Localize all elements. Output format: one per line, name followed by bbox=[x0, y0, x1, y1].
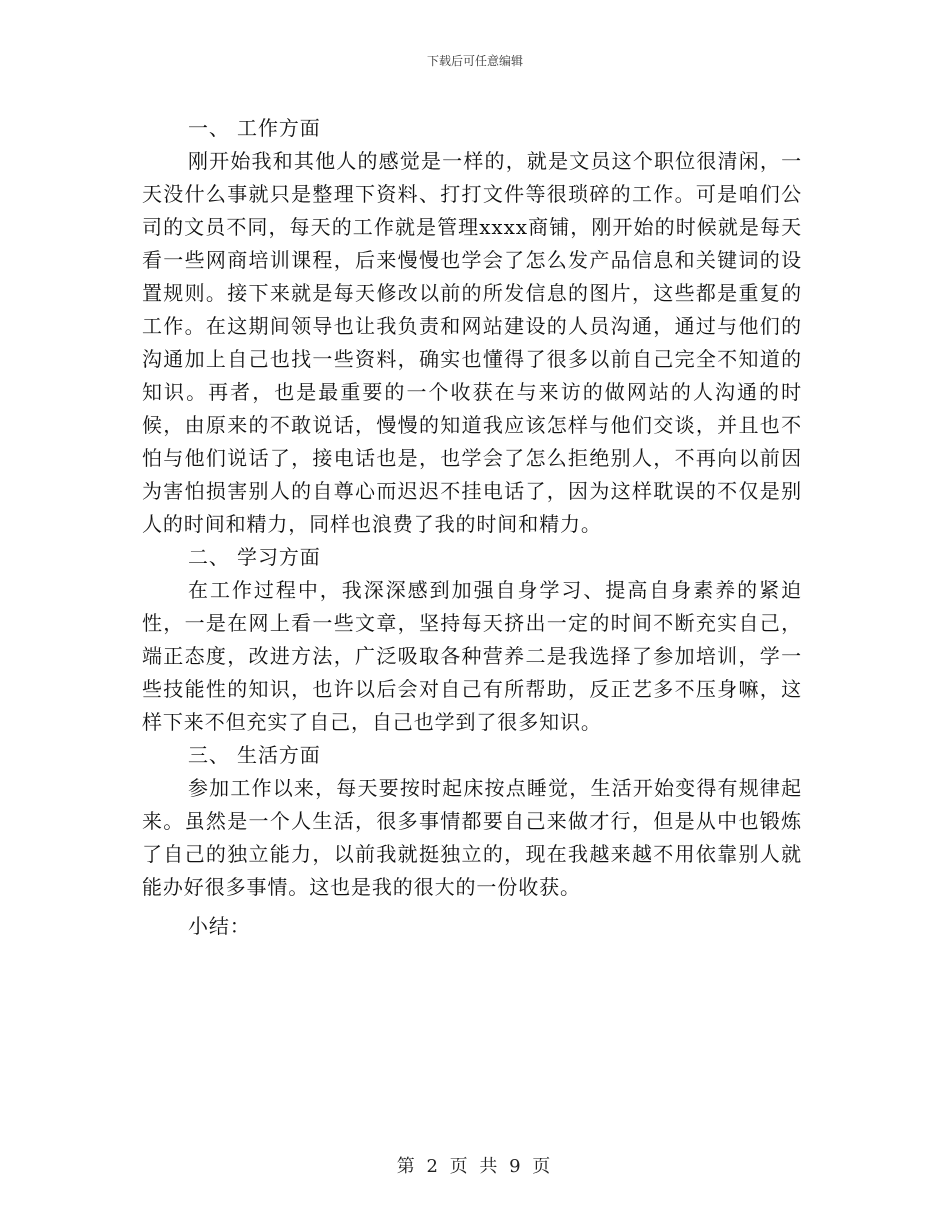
section-heading-study: 二、 学习方面 bbox=[188, 545, 321, 569]
paragraph-work: 刚开始我和其他人的感觉是一样的，就是文员这个职位很清闲，一天没什么事就只是整理下资料、打打文件等很琐碎的工作。可是咱们公司的文员不同，每天的工作就是管理xxxx商铺，刚开始的时候就是每天看一些网商培训课程，后来慢慢也学会了怎么发产品信息和关键词的设置规则。接下来就是每天修改以前的所发信息的图片，这些都是重复的工作。在这期间领导也让我负责和网站建设的人员沟通，通过与他们的沟通加上自己也找一些资料，确实也懂得了很多以前自己完全不知道的知识。再者，也是最重要的一个收获在与来访的做网站的人沟通的时候，由原来的不敢说话，慢慢的知道我应该怎样与他们交谈，并且也不怕与他们说话了，接电话也是，也学会了怎么拒绝别人，不再向以前因为害怕损害别人的自尊心而迟迟不挂电话了，因为这样耽误的不仅是别人的时间和精力，同样也浪费了我的时间和精力。 bbox=[142, 149, 802, 536]
document-body bbox=[142, 112, 802, 943]
paragraph-study: 在工作过程中，我深深感到加强自身学习、提高自身素养的紧迫性，一是在网上看一些文章，坚持每天挤出一定的时间不断充实自己，端正态度，改进方法，广泛吸取各种营养二是我选择了参加培训，学一些技能性的知识，也许以后会对自己有所帮助，反正艺多不压身嘛，这样下来不但充实了自己，自己也学到了很多知识。 bbox=[142, 578, 802, 734]
paragraph-life: 参加工作以来，每天要按时起床按点睡觉，生活开始变得有规律起来。虽然是一个人生活，很多事情都要自己来做才行，但是从中也锻炼了自己的独立能力，以前我就挺独立的，现在我越来越不用依靠别人就能办好很多事情。这也是我的很大的一份收获。 bbox=[142, 776, 802, 899]
page-header: 下载后可任意编辑 bbox=[426, 54, 523, 68]
section-heading-life: 三、 生活方面 bbox=[188, 743, 321, 767]
summary-label: 小结： bbox=[188, 914, 251, 938]
page-footer: 第 2 页 共 9 页 bbox=[396, 1156, 554, 1177]
section-heading-work: 一、 工作方面 bbox=[188, 116, 321, 140]
